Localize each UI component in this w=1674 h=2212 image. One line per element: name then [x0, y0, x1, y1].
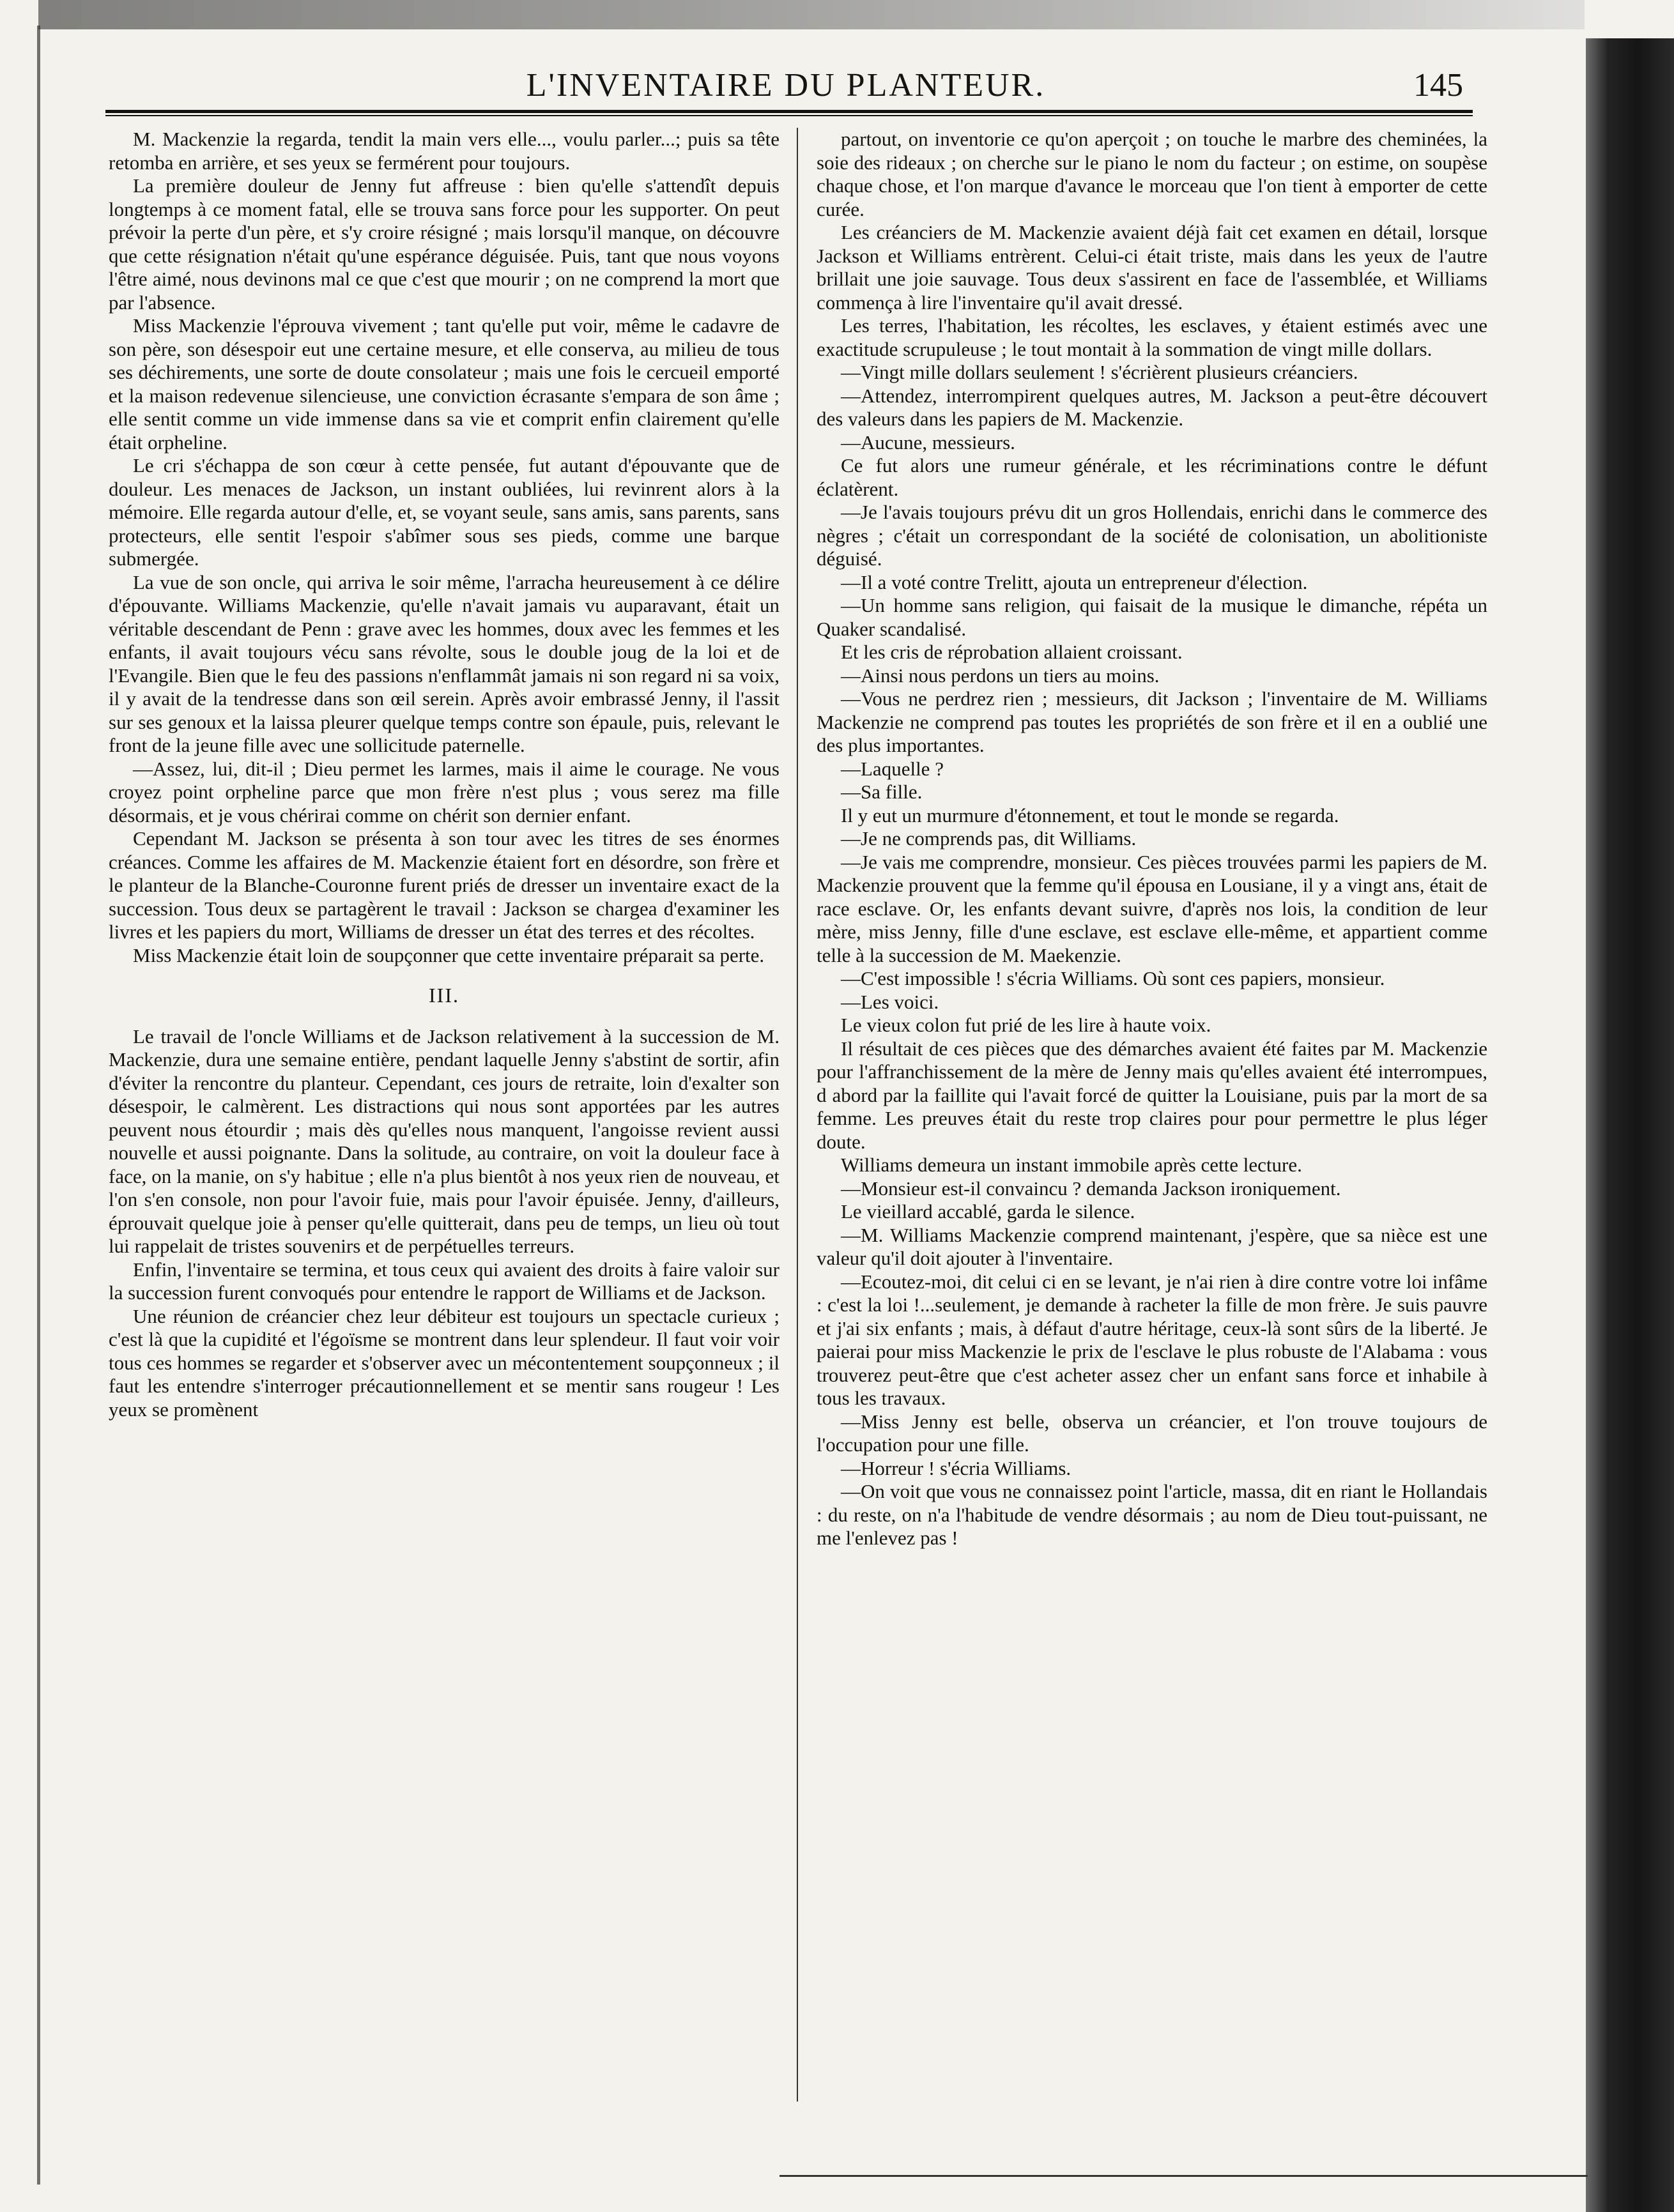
paragraph: —Ecoutez-moi, dit celui ci en se levant, je n'ai rien à dire contre votre loi infâme : c'est la loi !...seulement, je demande à racheter la fille de mon frère. Je suis pauvre et j'ai six enfants ; mais, à défaut d'autre héritage, ceux-là sont sûrs de la liberté. Je paierai pour miss Mackenzie le prix de l'esclave le plus robuste de l'Alabama : vous trouverez peut-être que c'est acheter assez cher un enfant sans force et inhabile à tous les travaux.: [817, 1270, 1487, 1409]
scan-shadow-top: [38, 0, 1585, 29]
paragraph: —Horreur ! s'écria Williams.: [841, 1456, 1071, 1479]
book-spine-edge: [1586, 38, 1674, 2212]
paragraph: Miss Mackenzie l'éprouva vivement ; tant qu'elle put voir, même le cadavre de son père, son désespoir eut une certaine mesure, et elle conserva, au milieu de tous ses déchirements, une sorte de doute consolateur ; mais une fois le cercueil emporté et la maison redevenue silencieuse, une conviction écrasante s'empara de son âme ; elle sentit comme un vide immense dans sa vie et comprit enfin clairement qu'elle était orpheline.: [109, 314, 779, 454]
page-left-edge: [37, 26, 40, 2185]
paragraph: —M. Williams Mackenzie comprend maintenant, j'espère, que sa nièce est une valeur qu'il doit ajouter à l'inventaire.: [817, 1223, 1487, 1269]
section-heading: III.: [429, 984, 459, 1007]
paragraph: Enfin, l'inventaire se termina, et tous ceux qui avaient des droits à faire valoir sur la succession furent convoqués pour entendre le rapport de Williams et de Jackson.: [109, 1258, 779, 1304]
paragraph: —On voit que vous ne connaissez point l'article, massa, dit en riant le Hollandais : du reste, on n'a l'habitude de vendre désormais ; au nom de Dieu tout-puissant, ne me l'enlevez pas !: [817, 1480, 1487, 1549]
page-header: [109, 65, 1463, 110]
column-divider: [797, 128, 798, 2101]
paragraph: —Il a voté contre Trelitt, ajouta un entrepreneur d'élection.: [841, 570, 1308, 593]
paragraph: —Ainsi nous perdons un tiers au moins.: [841, 664, 1160, 687]
paragraph: —Miss Jenny est belle, observa un créancier, et l'on trouve toujours de l'occupation pour une fille.: [817, 1410, 1487, 1456]
paragraph: Miss Mackenzie était loin de soupçonner que cette inventaire préparait sa perte.: [133, 943, 765, 966]
paragraph: —Les voici.: [841, 990, 939, 1013]
paragraph: Il y eut un murmure d'étonnement, et tout le monde se regarda.: [841, 804, 1339, 827]
paragraph: Une réunion de créancier chez leur débiteur est toujours un spectacle curieux ; c'est là que la cupidité et l'égoïsme se montrent dans leur splendeur. Il faut voir voir tous ces hommes se regarder et s'observer avec un mécontentement soupçonneux ; il faut les entendre s'interroger précautionnellement et se mentir sans rougeur ! Les yeux se promènent: [109, 1304, 779, 1421]
paragraph: Ce fut alors une rumeur générale, et les récriminations contre le défunt éclatèrent.: [817, 454, 1487, 500]
paragraph: —Monsieur est-il convaincu ? demanda Jackson ironiquement.: [841, 1177, 1341, 1200]
paragraph: —Sa fille.: [841, 781, 923, 803]
paragraph: Le cri s'échappa de son cœur à cette pensée, fut autant d'épouvante que de douleur. Les menaces de Jackson, un instant oubliées, lui revinrent alors à la mémoire. Elle regarda autour d'elle, et, se voyant seule, sans amis, sans parents, sans protecteurs, elle sentit l'espoir s'abîmer sous ses pieds, comme une barque submergée.: [109, 454, 779, 570]
right-column: [817, 128, 1487, 2095]
paragraph: —Aucune, messieurs.: [841, 431, 1015, 454]
paragraph: Les créanciers de M. Mackenzie avaient déjà fait cet examen en détail, lorsque Jackson et Williams entrèrent. Celui-ci était triste, mais dans les yeux de l'autre brillait une joie sauvage. Tous deux s'assirent en face de l'assemblée, et Williams commença à lire l'inventaire qu'il avait dressé.: [817, 221, 1487, 314]
paragraph: Le travail de l'oncle Williams et de Jackson relativement à la succession de M. Mackenzie, dura une semaine entière, pendant laquelle Jenny s'abstint de sortir, afin d'éviter la rencontre du planteur. Cependant, ces jours de retraite, loin d'exalter son désespoir, le calmèrent. Les distractions qui nous sont apportées par les autres peuvent nous étourdir ; mais dès qu'elles nous manquent, l'angoisse revient aussi nouvelle et aussi poignante. Dans la solitude, au contraire, on voit la douleur face à face, on la manie, on s'y habitue ; elle n'a plus bientôt à nos yeux rien de nouveau, et l'on s'en console, non pour l'avoir fuie, mais pour l'avoir épuisée. Jenny, d'ailleurs, éprouvait quelque joie à penser qu'elle quitterait, dans peu de temps, un lieu où tout lui rappelait de tristes souvenirs et de perpétuelles terreurs.: [109, 1025, 779, 1257]
paragraph: —Vous ne perdrez rien ; messieurs, dit Jackson ; l'inventaire de M. Williams Mackenzie ne comprend pas toutes les propriétés de son frère et il en a oublié une des plus importantes.: [817, 687, 1487, 756]
paragraph: —Je l'avais toujours prévu dit un gros Hollendais, enrichi dans le commerce des nègres ; c'était un correspondant de la société de colonisation, un abolitioniste déguisé.: [817, 501, 1487, 570]
paragraph: Cependant M. Jackson se présenta à son tour avec les titres de ses énormes créances. Comme les affaires de M. Mackenzie étaient fort en désordre, son frère et le planteur de la Blanche-Couronne furent priés de dresser un inventaire exact de la succession. Tous deux se partagèrent le travail : Jackson se chargea d'examiner les livres et les papiers du mort, Williams de dresser un état des terres et des récoltes.: [109, 827, 779, 943]
paragraph: La vue de son oncle, qui arriva le soir même, l'arracha heureusement à ce délire d'épouvante. Williams Mackenzie, qu'elle n'avait jamais vu auparavant, était un véritable descendant de Penn : grave avec les hommes, doux avec les femmes et les enfants, il avait toujours vécu sans révolte, sous le double joug de la loi et de l'Evangile. Bien que le feu des passions n'enflammât jamais ni son regard ni sa voix, il y avait de la tendresse dans son œil serein. Après avoir embrassé Jenny, il l'assit sur ses genoux et la laissa pleurer quelque temps contre son épaule, puis, relevant le front de la jeune fille avec une sollicitude paternelle.: [109, 570, 779, 756]
paragraph: —Attendez, interrompirent quelques autres, M. Jackson a peut-être découvert des valeurs dans les papiers de M. Mackenzie.: [817, 384, 1487, 430]
page-number: 145: [1413, 67, 1463, 103]
paragraph: partout, on inventorie ce qu'on aperçoit ; on touche le marbre des cheminées, la soie des rideaux ; on cherche sur le piano le nom du facteur ; on estime, on soupèse chaque chose, et l'on marque d'avance le morceau que l'on tient à emporter de cette curée.: [817, 128, 1487, 220]
bottom-rule: [779, 2175, 1588, 2177]
paragraph: —Vingt mille dollars seulement ! s'écrièrent plusieurs créanciers.: [841, 361, 1358, 383]
paragraph: —Je ne comprends pas, dit Williams.: [841, 827, 1137, 850]
paragraph: La première douleur de Jenny fut affreuse : bien qu'elle s'attendît depuis longtemps à ce moment fatal, elle se trouva sans force pour les supporter. On peut prévoir la perte d'un père, et s'y croire résigné ; mais lorsqu'il manque, on découvre que cette résignation n'était qu'une espérance déguisée. Puis, tant que nous voyons l'être aimé, nous devinons mal ce que c'est que mourir ; on ne comprend la mort que par l'absence.: [109, 174, 779, 314]
paragraph: Williams demeura un instant immobile après cette lecture.: [841, 1154, 1302, 1176]
paragraph: Le vieux colon fut prié de les lire à haute voix.: [841, 1014, 1211, 1036]
left-column: [109, 128, 779, 2095]
paragraph: —Un homme sans religion, qui faisait de la musique le dimanche, répéta un Quaker scandalisé.: [817, 594, 1487, 640]
paragraph: —Je vais me comprendre, monsieur. Ces pièces trouvées parmi les papiers de M. Mackenzie prouvent que la femme qu'il épousa en Lousiane, il y a vingt ans, était de race esclave. Or, les enfants devant suivre, d'après nos lois, la condition de leur mère, miss Jenny, fille d'une esclave, est esclave elle-même, et appartient comme telle à la succession de M. Maekenzie.: [817, 850, 1487, 966]
running-title: L'INVENTAIRE DU PLANTEUR.: [526, 67, 1046, 103]
paragraph: —Assez, lui, dit-il ; Dieu permet les larmes, mais il aime le courage. Ne vous croyez point orpheline parce que mon frère n'est plus ; vous serez ma fille désormais, et je vous chérirai comme on chérit son dernier enfant.: [109, 757, 779, 827]
paragraph: Le vieillard accablé, garda le silence.: [841, 1200, 1135, 1223]
paragraph: Il résultait de ces pièces que des démarches avaient été faites par M. Mackenzie pour l'affranchissement de la mère de Jenny mais qu'elles avaient été interrompues, d abord par la faillite qui l'avait forcé de quitter la Louisiane, puis par la mort de sa femme. Les preuves était du reste trop claires pour pour permettre le plus léger doute.: [817, 1037, 1487, 1153]
paragraph: —C'est impossible ! s'écria Williams. Où sont ces papiers, monsieur.: [841, 967, 1385, 989]
paragraph: Et les cris de réprobation allaient croissant.: [841, 641, 1183, 663]
header-rule: [105, 110, 1473, 116]
paragraph: M. Mackenzie la regarda, tendit la main vers elle..., voulu parler...; puis sa tête retomba en arrière, et ses yeux se fermérent pour toujours.: [109, 128, 779, 174]
paragraph: Les terres, l'habitation, les récoltes, les esclaves, y étaient estimés avec une exactitude scrupuleuse ; le tout montait à la sommation de vingt mille dollars.: [817, 314, 1487, 360]
paragraph: —Laquelle ?: [841, 757, 944, 780]
